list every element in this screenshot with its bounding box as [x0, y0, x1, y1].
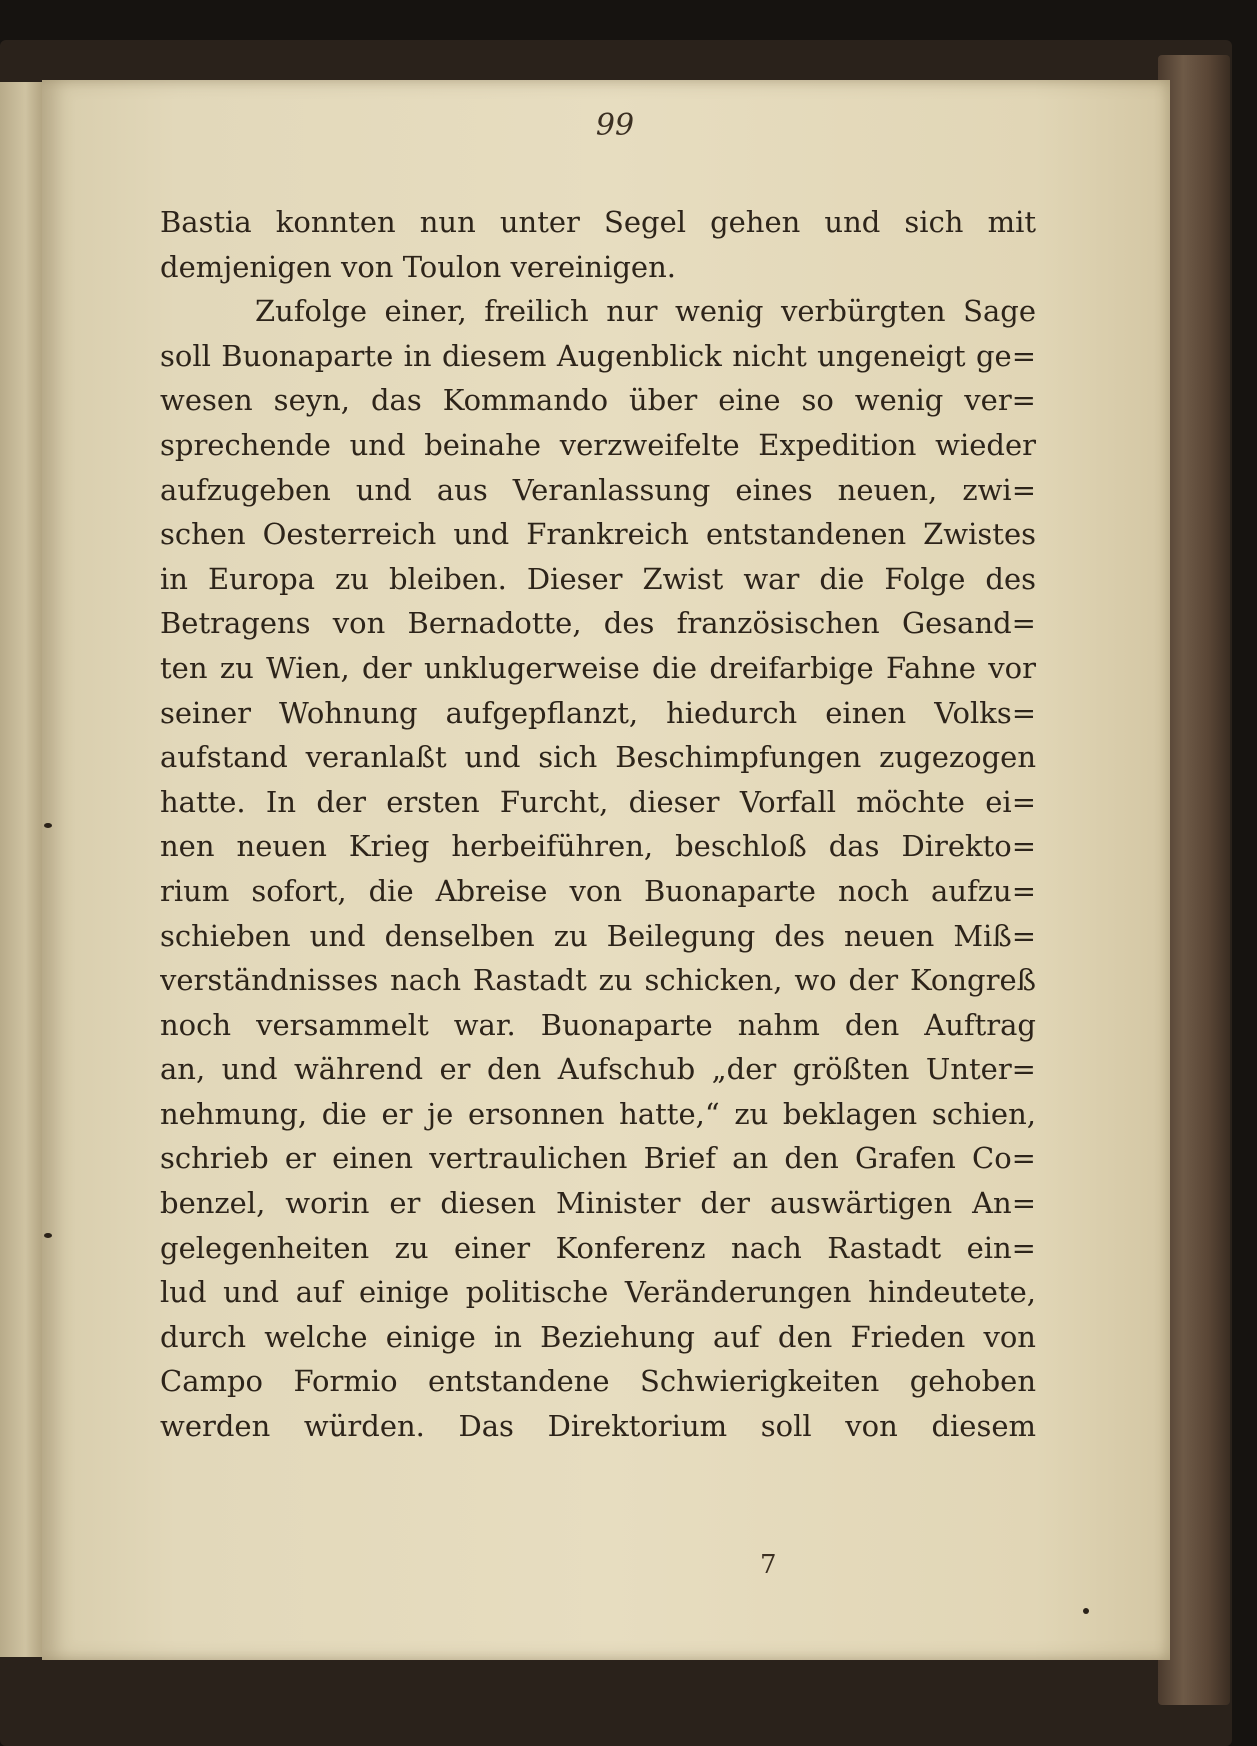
facing-page-edge: [0, 82, 42, 1657]
ink-speck: [44, 823, 52, 828]
text-line: Betragens von Bernadotte, des französischen Gesand=: [160, 606, 1036, 641]
text-line: wesen seyn, das Kommando über eine so wenig ver=: [160, 383, 1036, 418]
text-line: werden würden. Das Direktorium soll von diesem: [160, 1409, 1036, 1444]
text-line: Campo Formio entstandene Schwierigkeiten gehoben: [160, 1364, 1036, 1399]
signature-mark: 7: [760, 1550, 777, 1580]
text-line: an, und während er den Aufschub „der größten Unter=: [160, 1052, 1036, 1087]
text-line: schrieb er einen vertraulichen Brief an den Grafen Co=: [160, 1141, 1036, 1176]
text-line: aufzugeben und aus Veranlassung eines neuen, zwi=: [160, 472, 1036, 507]
text-line: durch welche einige in Beziehung auf den Frieden von: [160, 1319, 1036, 1354]
text-line: Bastia konnten nun unter Segel gehen und sich mit: [160, 205, 1036, 239]
text-line: ten zu Wien, der unklugerweise die dreifarbige Fahne vor: [160, 650, 1036, 685]
text-line: sprechende und beinahe verzweifelte Expedition wieder: [160, 427, 1036, 462]
text-line: demjenigen von Toulon vereinigen.: [160, 249, 676, 284]
text-line: nehmung, die er je ersonnen hatte,“ zu beklagen schien,: [160, 1096, 1036, 1131]
text-line: soll Buonaparte in diesem Augenblick nicht ungeneigt ge=: [160, 338, 1036, 373]
text-line: benzel, worin er diesen Minister der auswärtigen An=: [160, 1186, 1036, 1221]
text-line: rium sofort, die Abreise von Buonaparte noch aufzu=: [160, 873, 1036, 908]
text-line: schieben und denselben zu Beilegung des neuen Miß=: [160, 918, 1036, 953]
ink-speck: [44, 1233, 52, 1238]
text-line: schen Oesterreich und Frankreich entstandenen Zwistes: [160, 517, 1036, 552]
page-number: 99: [595, 108, 635, 143]
text-line: hatte. In der ersten Furcht, dieser Vorfall möchte ei=: [160, 784, 1036, 819]
text-line: noch versammelt war. Buonaparte nahm den Auftrag: [160, 1007, 1036, 1042]
page-text: [160, 200, 1036, 1449]
text-line: lud und auf einige politische Veränderungen hindeutete,: [160, 1275, 1036, 1310]
text-line: verständnisses nach Rastadt zu schicken, wo der Kongreß: [160, 963, 1036, 998]
text-line: gelegenheiten zu einer Konferenz nach Rastadt ein=: [160, 1230, 1036, 1265]
text-line: aufstand veranlaßt und sich Beschimpfungen zugezogen: [160, 740, 1036, 775]
ink-speck: [1083, 1608, 1089, 1614]
text-line: seiner Wohnung aufgepflanzt, hiedurch einen Volks=: [160, 695, 1036, 730]
text-line: Zufolge einer, freilich nur wenig verbürgten Sage: [255, 294, 1036, 329]
text-line: nen neuen Krieg herbeiführen, beschloß das Direkto=: [160, 829, 1036, 864]
text-line: in Europa zu bleiben. Dieser Zwist war die Folge des: [160, 561, 1036, 596]
